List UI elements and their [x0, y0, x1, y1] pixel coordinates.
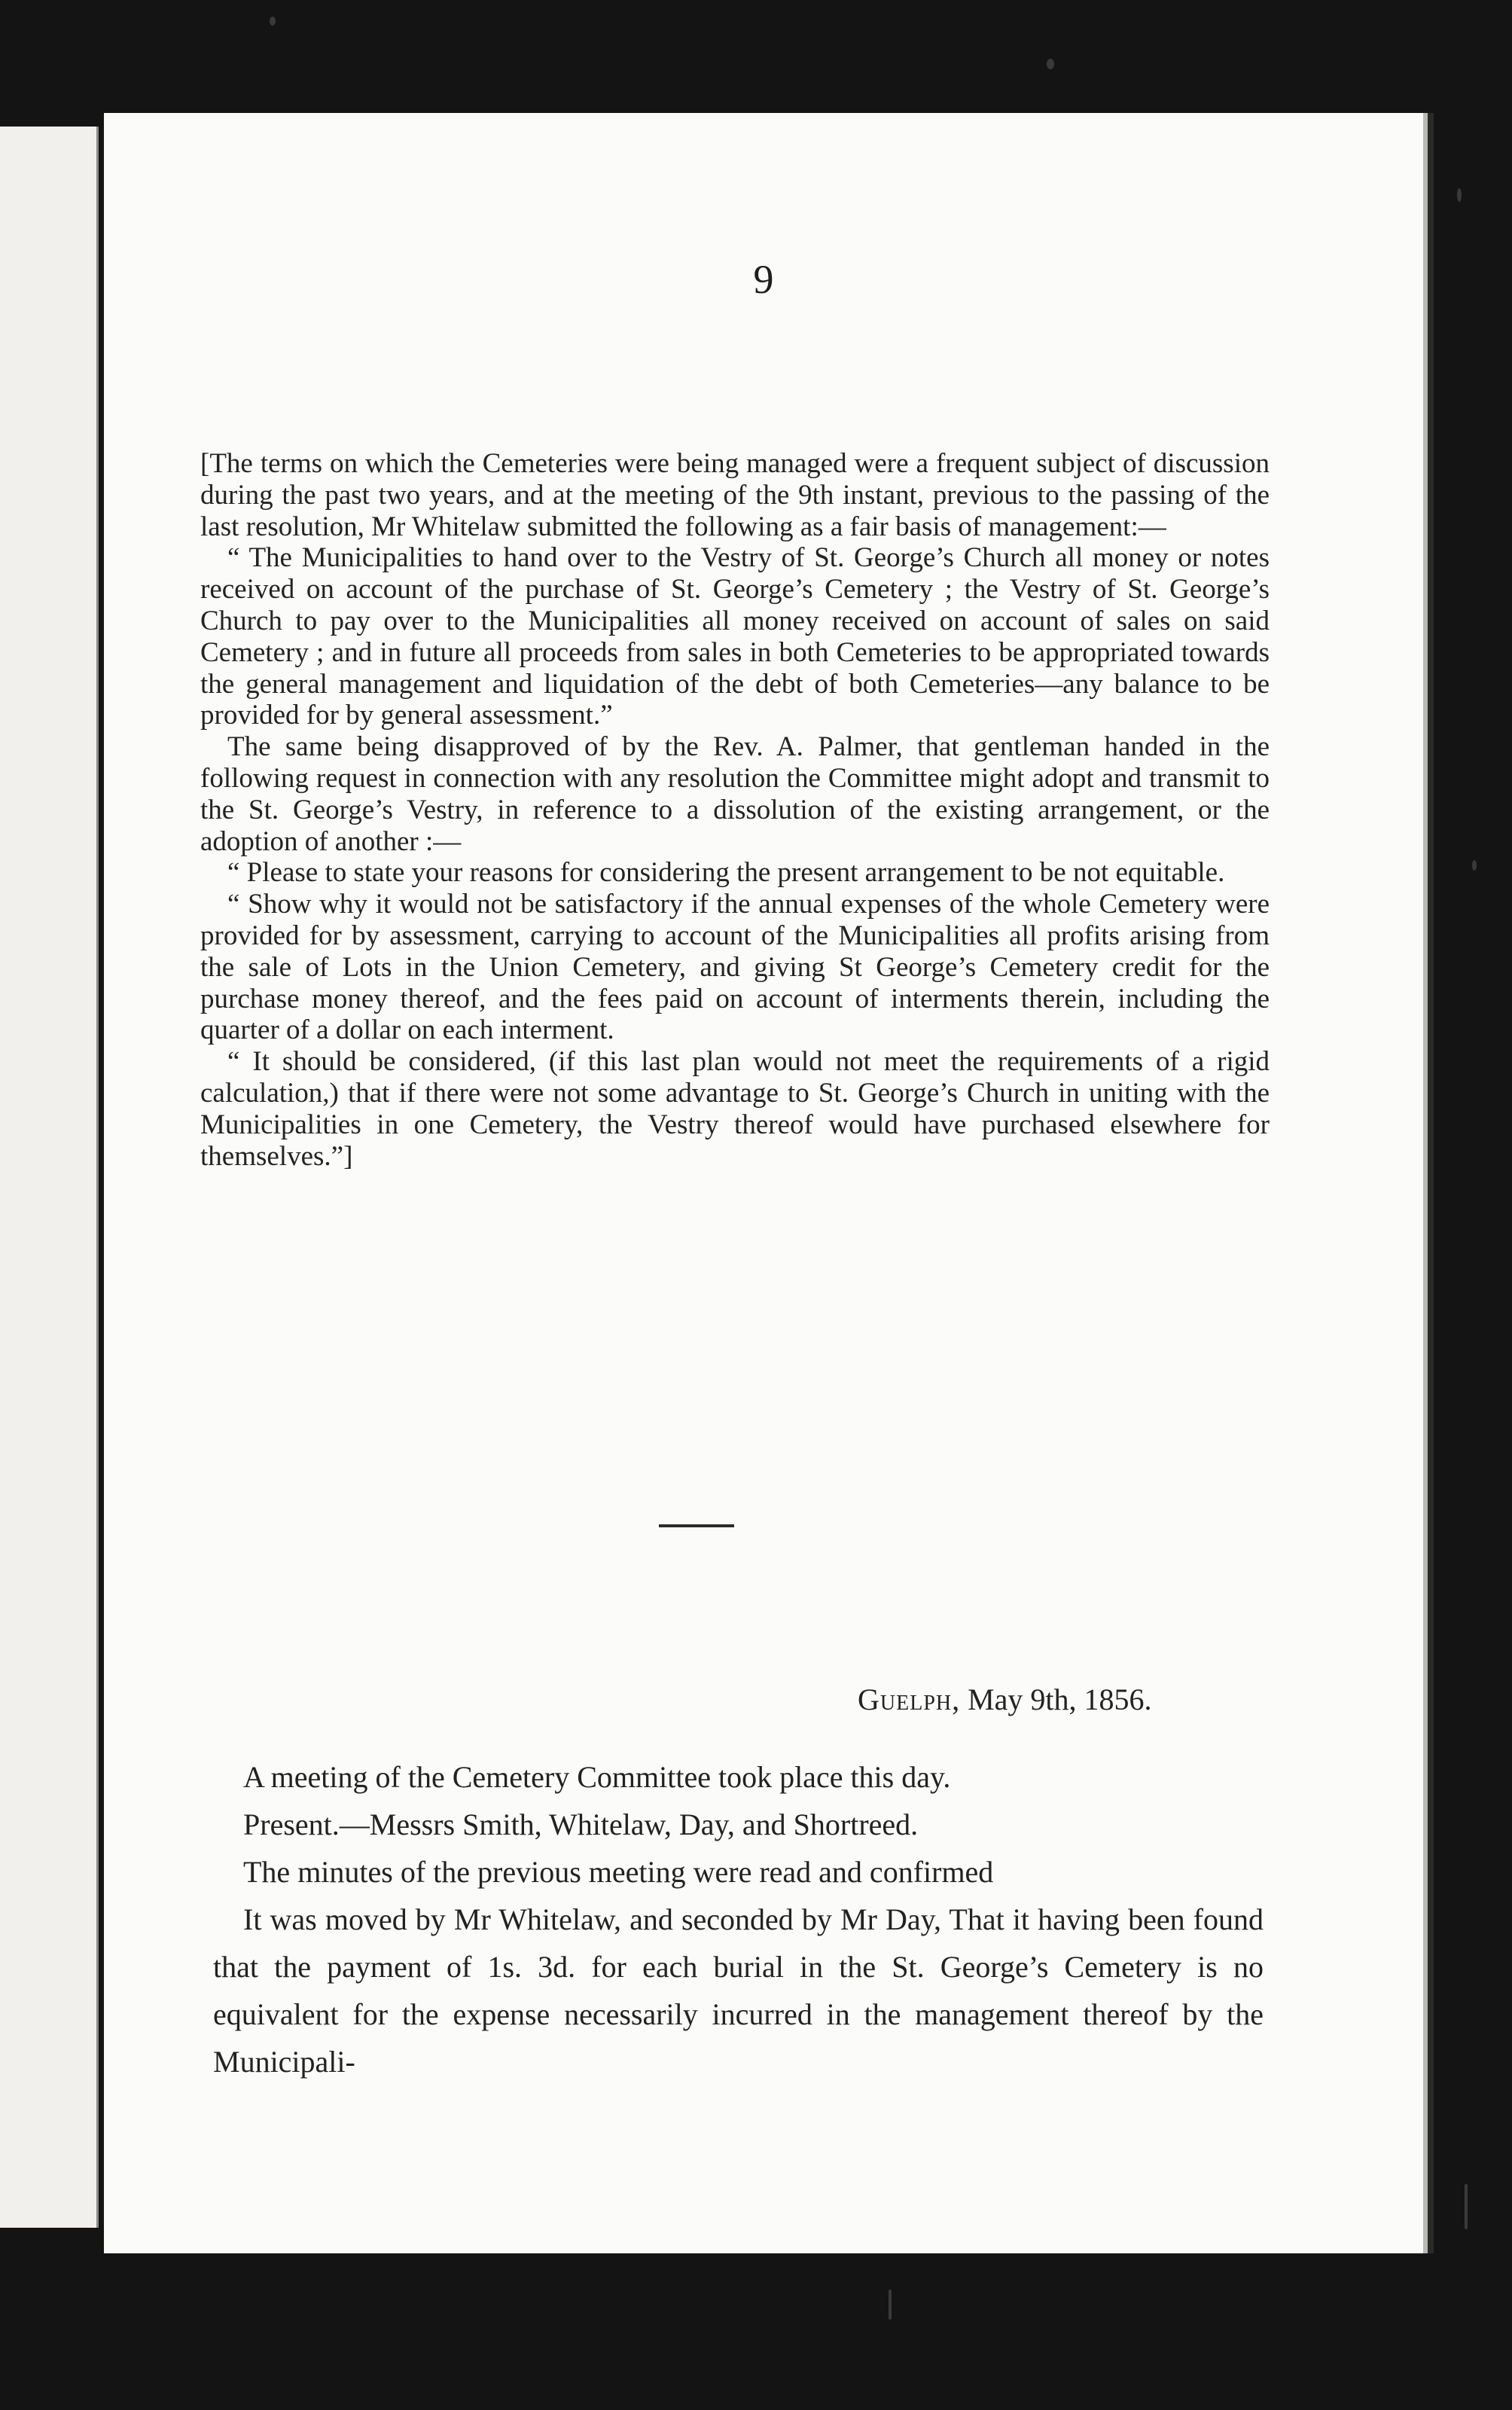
scan-speck	[1457, 188, 1462, 202]
minutes-block	[213, 1753, 1264, 2085]
page-number: 9	[753, 257, 774, 302]
section-rule	[659, 1524, 734, 1527]
minutes-paragraph: The minutes of the previous meeting were read and confirmed	[243, 1855, 994, 1889]
note-paragraph: “ Please to state your reasons for considering the present arrangement to be not equitable.	[227, 857, 1225, 889]
note-paragraph: “ It should be considered, (if this last plan would not meet the requirements of a rigid calculation,) that if there were not some advantage to St. George’s Church in uniting with the Municipalities in one Cemetery, the Vestry thereof would have purchased elsewhere for themselves.”]	[200, 1046, 1270, 1172]
note-paragraph: “ Show why it would not be satisfactory if the annual expenses of the whole Cemetery were provided for by assessment, carrying to account of the Municipalities all profits arising from the sale of Lots in the Union Cemetery, and giving St George’s Cemetery credit for the purchase money thereof, and the fees paid on account of interments therein, including the quarter of a dollar on each interment.	[200, 889, 1270, 1046]
minutes-paragraph: Present.—Messrs Smith, Whitelaw, Day, and Shortreed.	[243, 1808, 919, 1841]
minutes-paragraph: It was moved by Mr Whitelaw, and seconded by Mr Day, That it having been found that the payment of 1s. 3d. for each burial in the St. George’s Cemetery is no equivalent for the expense necessarily incurred in the management thereof by the Municipali-	[213, 1902, 1264, 2079]
minutes-paragraph: A meeting of the Cemetery Committee took place this day.	[243, 1760, 951, 1794]
note-block	[200, 448, 1270, 1172]
scan-speck	[1472, 860, 1477, 871]
dateline	[858, 1682, 1152, 1717]
scan-speck	[889, 2290, 892, 2320]
book-page	[104, 113, 1423, 2253]
note-paragraph: The same being disapproved of by the Rev. A. Palmer, that gentleman handed in the following request in connection with any resolution the Committee might adopt and transmit to the St. George’s Vestry, in reference to a dissolution of the existing arrangement, or the adoption of another :—	[200, 731, 1270, 857]
page-edge-shadow	[1423, 120, 1431, 2249]
dateline-date: May 9th, 1856.	[968, 1682, 1152, 1716]
note-paragraph: “ The Municipalities to hand over to the Vestry of St. George’s Church all money or notes received on account of the purchase of St. George’s Cemetery ; the Vestry of St. George’s Church to pay over to the Municipalities all money received on account of sales on said Cemetery ; and in future all proceeds from sales in both Cemeteries to be appropriated towards the general management and liquidation of the debt of both Cemeteries—any balance to be provided for by general assessment.”	[200, 542, 1270, 731]
scan-speck	[1465, 2184, 1468, 2229]
dateline-place: Guelph,	[858, 1682, 961, 1716]
scan-speck	[270, 17, 276, 26]
facing-page-edge	[0, 127, 99, 2228]
scan-speck	[1047, 59, 1054, 69]
note-paragraph: [The terms on which the Cemeteries were being managed were a frequent subject of discussion during the past two years, and at the meeting of the 9th instant, previous to the passing of the last resolution, Mr Whitelaw submitted the following as a fair basis of management:—	[200, 448, 1270, 542]
